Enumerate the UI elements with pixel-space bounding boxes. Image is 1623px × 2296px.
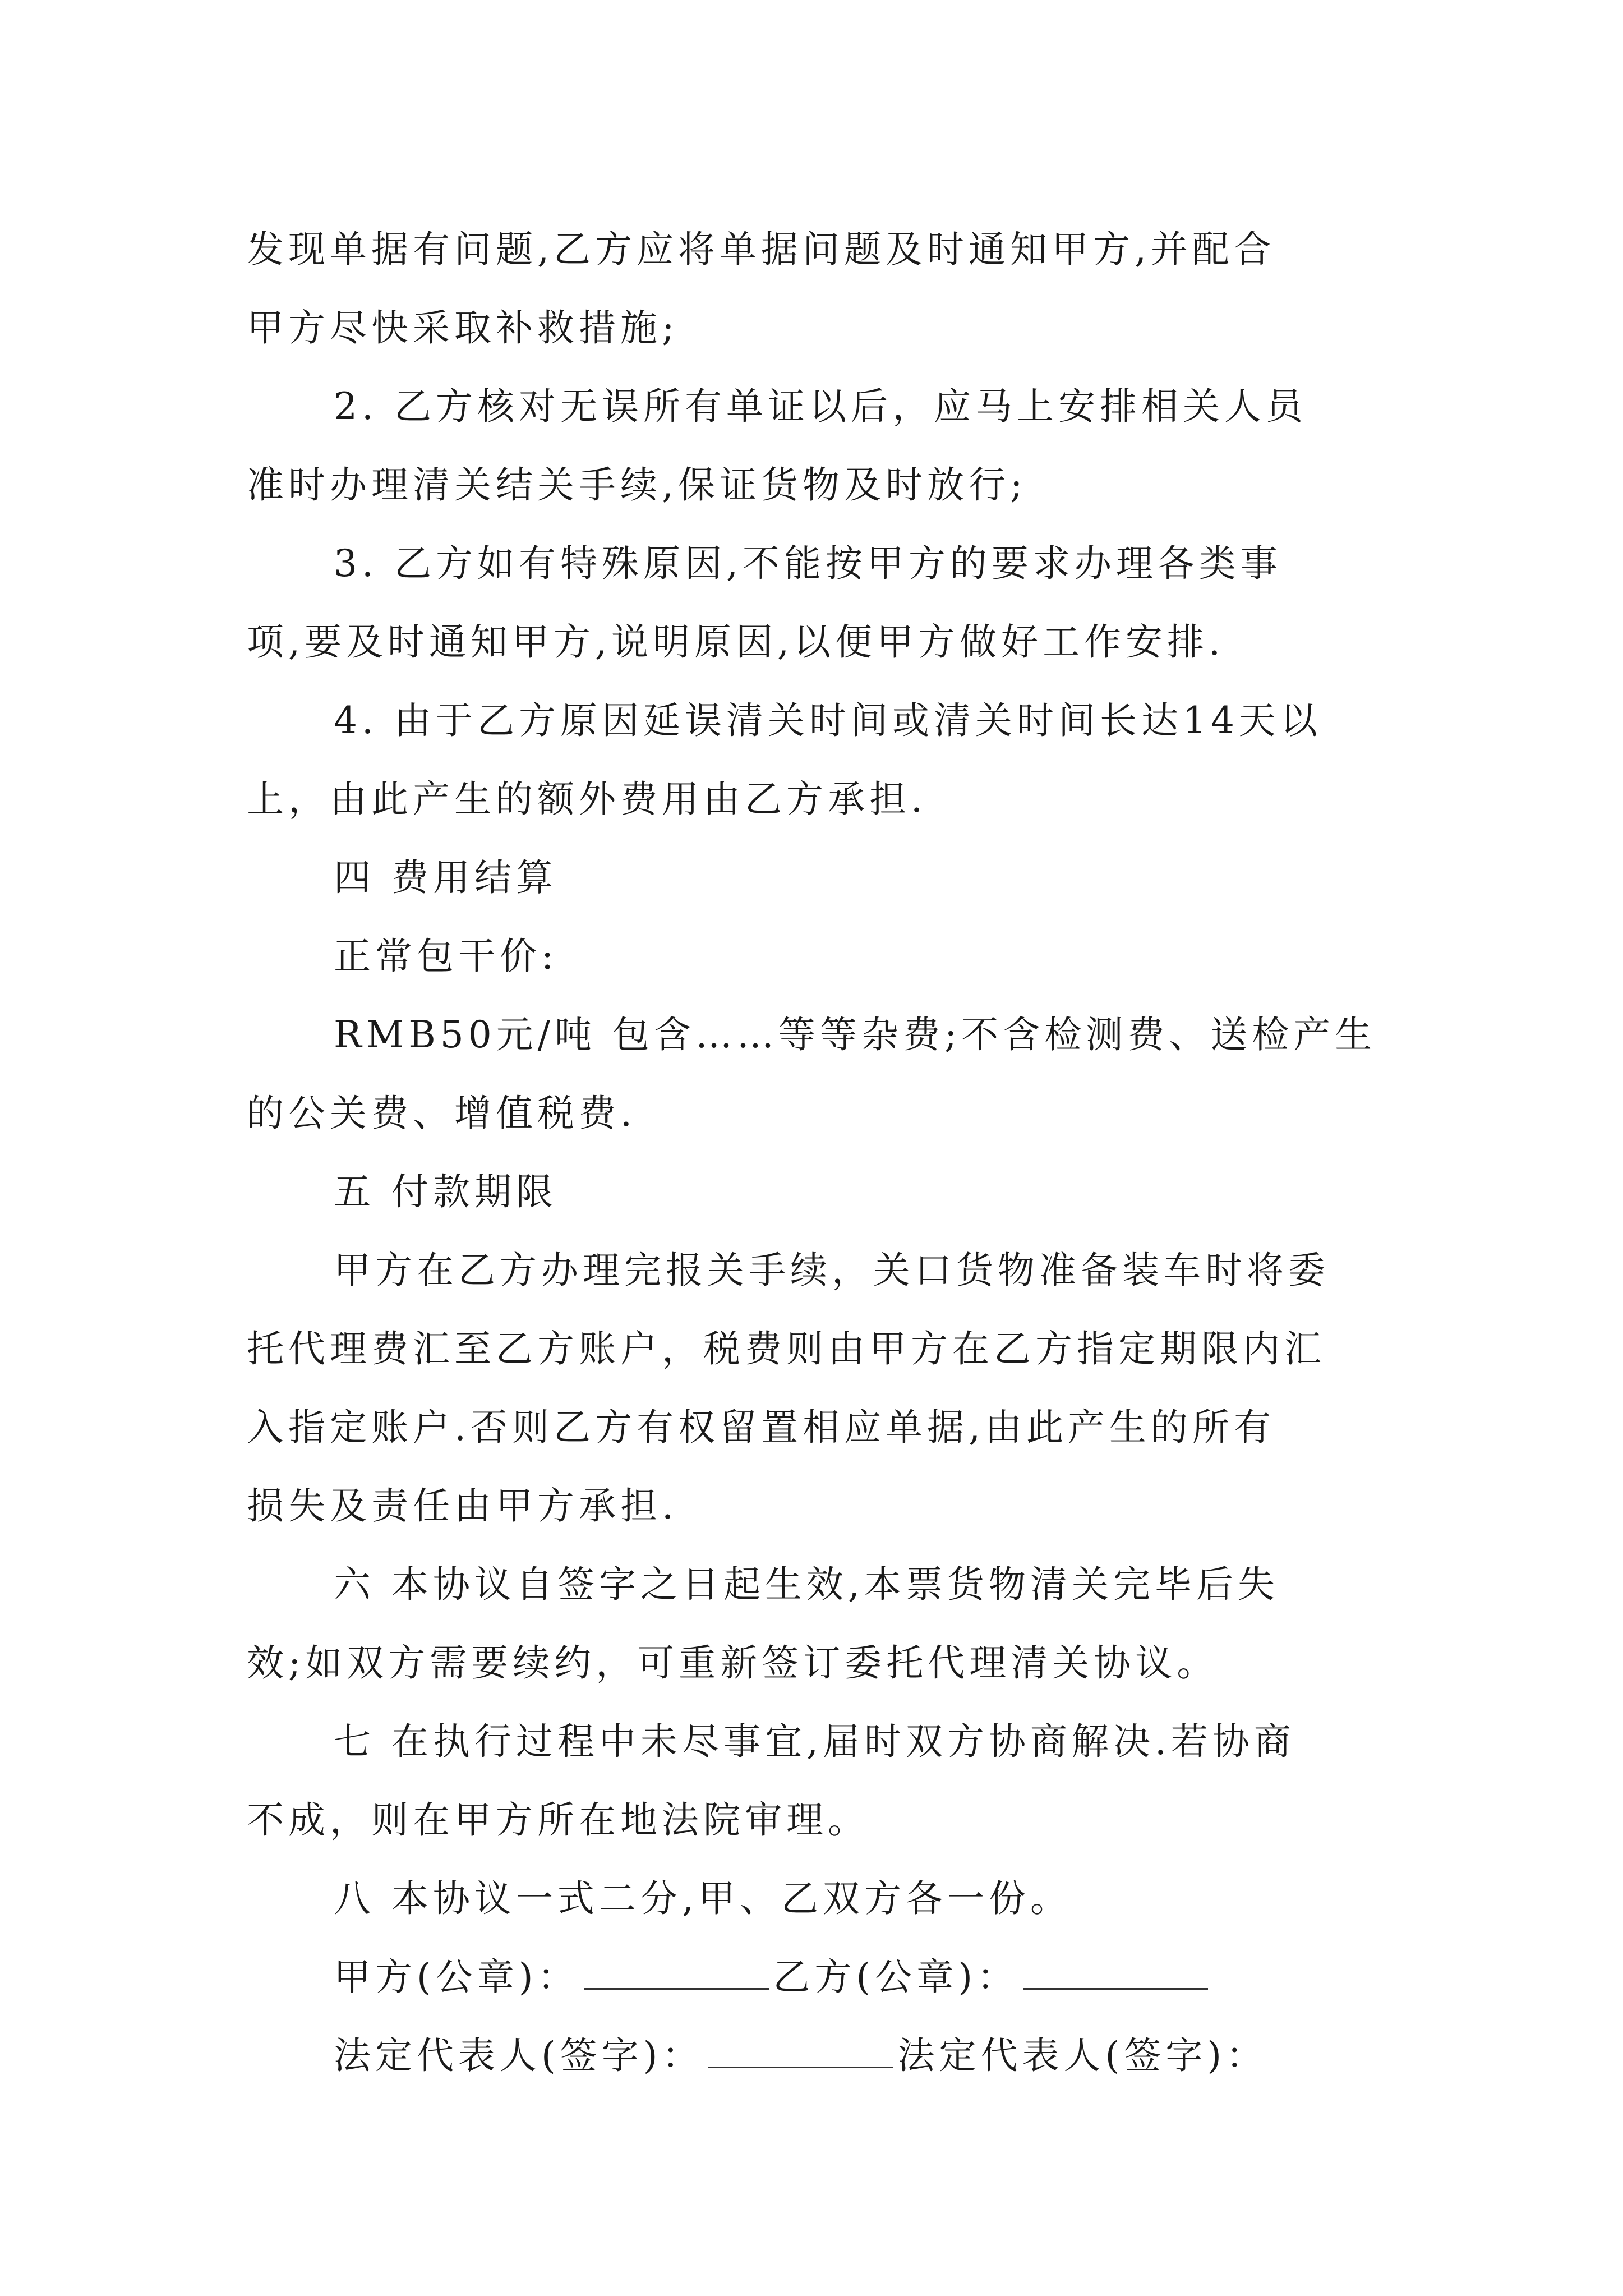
paragraph-line: 3. 乙方如有特殊原因,不能按甲方的要求办理各类事 xyxy=(334,542,1282,585)
paragraph-line: 损失及责任由甲方承担. xyxy=(247,1484,678,1527)
paragraph-line: 上，由此产生的额外费用由乙方承担. xyxy=(247,777,927,821)
paragraph-line: 不成，则在甲方所在地法院审理。 xyxy=(247,1798,869,1842)
paragraph-line: 甲方在乙方办理完报关手续，关口货物准备装车时将委 xyxy=(334,1249,1330,1292)
paragraph-line: 发现单据有问题,乙方应将单据问题及时通知甲方,并配合 xyxy=(247,228,1275,271)
paragraph-line: 正常包干价: xyxy=(334,935,559,978)
seal-line xyxy=(247,1938,1391,2017)
paragraph-line: 项,要及时通知甲方,说明原因,以便甲方做好工作安排. xyxy=(247,620,1225,664)
paragraph-line: 4. 由于乙方原因延误清关时间或清关时间长达14天以 xyxy=(334,699,1322,742)
document-body xyxy=(247,210,1391,2095)
paragraph-line: 准时办理清关结关手续,保证货物及时放行; xyxy=(247,463,1027,507)
section-heading: 四 费用结算 xyxy=(334,856,557,899)
paragraph-line: 入指定账户.否则乙方有权留置相应单据,由此产生的所有 xyxy=(247,1406,1275,1449)
paragraph-line: 托代理费汇至乙方账户，税费则由甲方在乙方指定期限内汇 xyxy=(247,1327,1326,1370)
party-a-seal-label: 甲方(公章)： xyxy=(334,1955,579,1999)
paragraph-line: 甲方尽快采取补救措施; xyxy=(247,306,679,349)
section-heading: 五 付款期限 xyxy=(334,1170,557,1213)
party-a-rep-blank xyxy=(708,2035,893,2068)
party-a-seal-blank xyxy=(584,1957,769,1990)
paragraph-line: 的公关费、增值税费. xyxy=(247,1092,637,1135)
paragraph-line: 八 本协议一式二分,甲、乙双方各一份。 xyxy=(334,1877,1072,1920)
party-b-seal-label: 乙方(公章)： xyxy=(773,1955,1018,1999)
paragraph-line: 七 在执行过程中未尽事宜,届时双方协商解决.若协商 xyxy=(334,1720,1295,1763)
party-b-seal-blank xyxy=(1023,1957,1208,1990)
party-a-rep-label: 法定代表人(签字)： xyxy=(334,2034,704,2077)
paragraph-line: 六 本协议自签字之日起生效,本票货物清关完毕后失 xyxy=(334,1563,1279,1606)
party-b-rep-label: 法定代表人(签字)： xyxy=(897,2034,1267,2077)
paragraph-line: 效;如双方需要续约，可重新签订委托代理清关协议。 xyxy=(247,1641,1219,1685)
paragraph-line: RMB50元/吨 包含……等等杂费;不含检测费、送检产生 xyxy=(334,1013,1377,1056)
representative-line xyxy=(247,2017,1391,2095)
paragraph-line: 2. 乙方核对无误所有单证以后，应马上安排相关人员 xyxy=(334,385,1307,428)
